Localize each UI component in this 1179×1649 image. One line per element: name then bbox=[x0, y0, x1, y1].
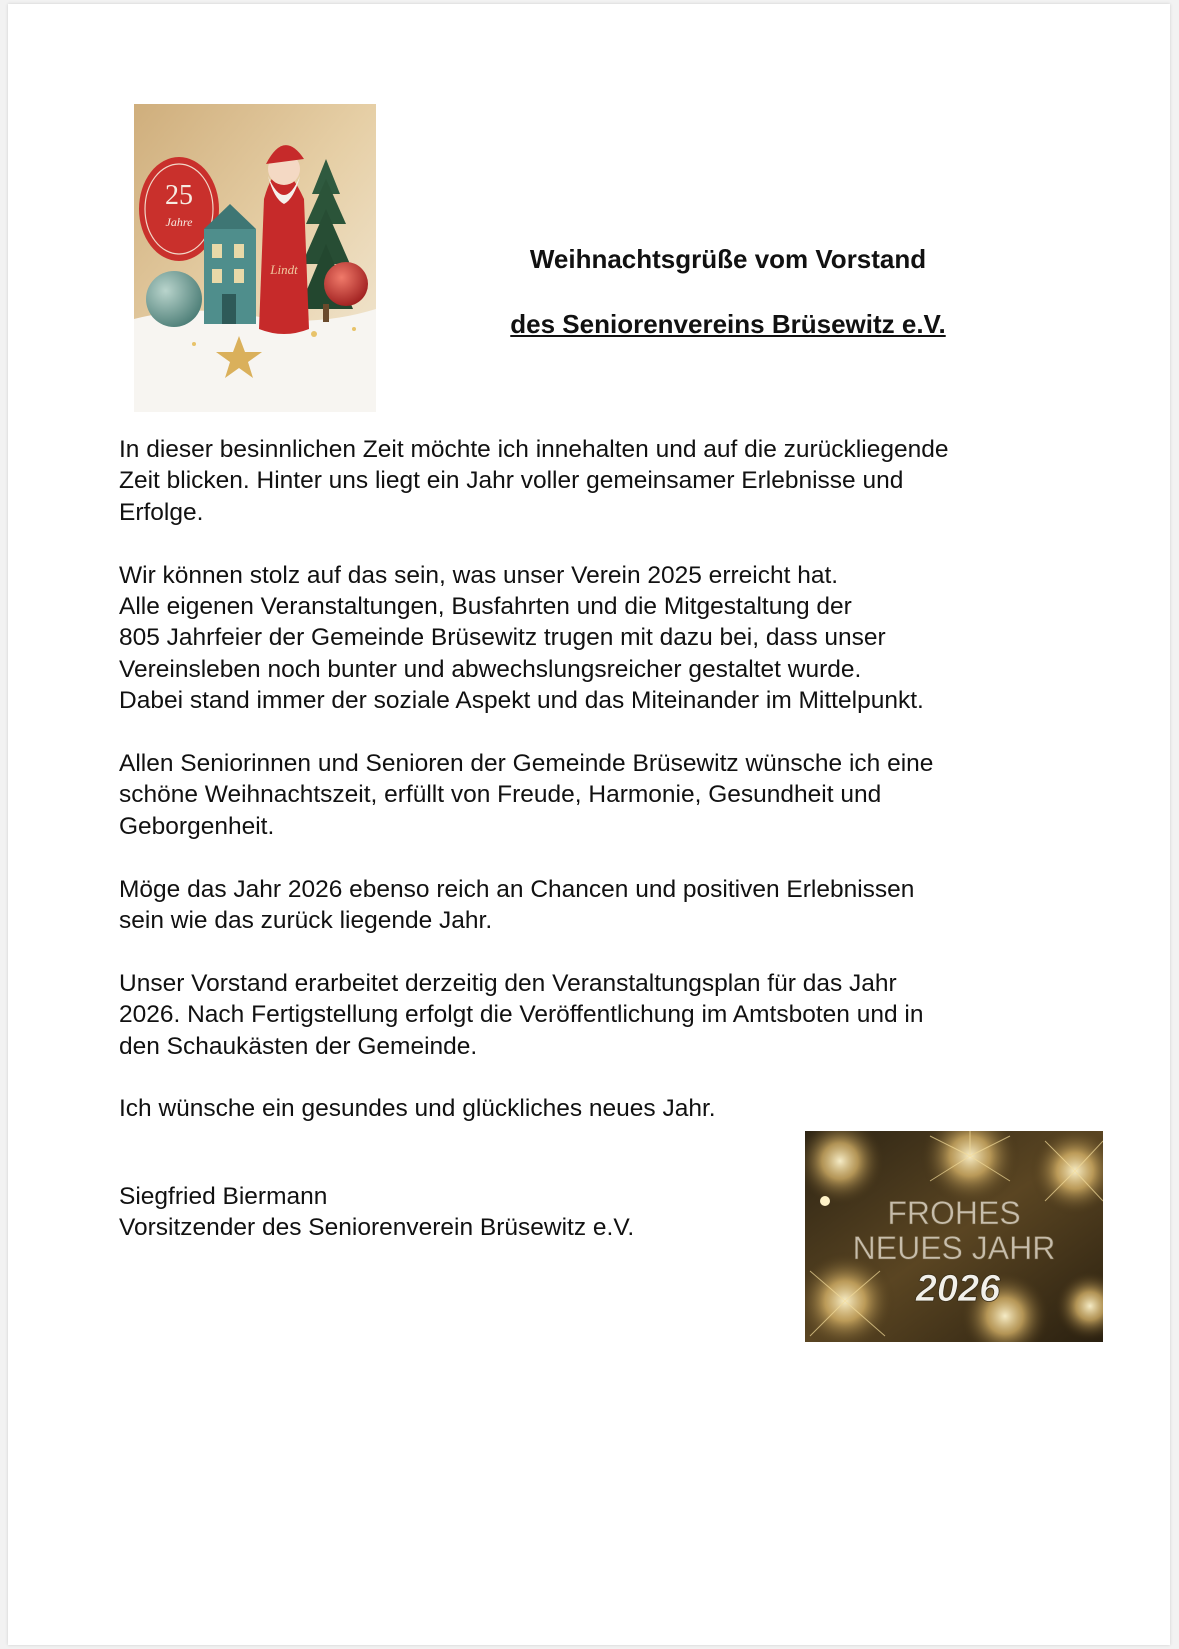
text-line: schöne Weihnachtszeit, erfüllt von Freude, Harmonie, Gesundheit und bbox=[119, 781, 882, 809]
greeting-line1: FROHES bbox=[887, 1195, 1021, 1231]
text-line: In dieser besinnlichen Zeit möchte ich innehalten und auf die zurückliegende bbox=[119, 436, 949, 463]
text-line: Erfolge. bbox=[119, 498, 204, 526]
text-line: Wir können stolz auf das sein, was unser Verein 2025 erreicht hat. bbox=[119, 561, 839, 589]
text-line: Geborgenheit. bbox=[119, 812, 275, 840]
text-line: Zeit blicken. Hinter uns liegt ein Jahr voller gemeinsamer Erlebnisse und bbox=[119, 467, 904, 495]
paragraph-next-year bbox=[119, 874, 1079, 937]
christmas-illustration bbox=[134, 104, 376, 412]
signature-name: Siegfried Biermann bbox=[119, 1183, 328, 1210]
text-line: Unser Vorstand erarbeitet derzeitig den Veranstaltungsplan für das Jahr bbox=[119, 969, 897, 997]
paragraph-closing bbox=[119, 1093, 1079, 1124]
text-line: 2026. Nach Fertigstellung erfolgt die Veröffentlichung im Amtsboten und in bbox=[119, 1001, 924, 1029]
paragraph-achievements bbox=[119, 560, 1079, 717]
greeting-year: 2026 bbox=[915, 1268, 1001, 1310]
text-line: 805 Jahrfeier der Gemeinde Brüsewitz trugen mit dazu bei, dass unser bbox=[119, 624, 886, 652]
badge-text: Jahre bbox=[165, 215, 193, 229]
fireworks-illustration bbox=[805, 1131, 1103, 1342]
text-line: Dabei stand immer der soziale Aspekt und das Miteinander im Mittelpunkt. bbox=[119, 687, 924, 715]
signature-role: Vorsitzender des Seniorenverein Brüsewitz e.V. bbox=[119, 1214, 635, 1242]
text-line: den Schaukästen der Gemeinde. bbox=[119, 1032, 478, 1060]
new-year-image bbox=[805, 1131, 1103, 1342]
paragraph-reflection bbox=[119, 434, 1079, 528]
letter-body bbox=[119, 434, 1079, 1156]
text-line: Allen Seniorinnen und Senioren der Gemeinde Brüsewitz wünsche ich eine bbox=[119, 750, 934, 778]
text-line: Vereinsleben noch bunter und abwechslungsreicher gestaltet wurde. bbox=[119, 655, 862, 683]
text-line: Alle eigenen Veranstaltungen, Busfahrten und die Mitgestaltung der bbox=[119, 593, 852, 621]
santa-text: Lindt bbox=[270, 262, 298, 277]
page-subtitle: des Seniorenvereins Brüsewitz e.V. bbox=[510, 309, 946, 339]
page-title: Weihnachtsgrüße vom Vorstand bbox=[529, 244, 927, 274]
text-line: sein wie das zurück liegende Jahr. bbox=[119, 907, 493, 935]
paragraph-event-plan bbox=[119, 968, 1079, 1062]
signature-block bbox=[119, 1181, 739, 1244]
greeting-line2: NEUES JAHR bbox=[852, 1230, 1056, 1266]
document-page bbox=[8, 4, 1170, 1645]
paragraph-wishes bbox=[119, 748, 1079, 842]
text-line: Möge das Jahr 2026 ebenso reich an Chancen und positiven Erlebnissen bbox=[119, 875, 915, 903]
christmas-image bbox=[134, 104, 376, 412]
text-line: Ich wünsche ein gesundes und glückliches neues Jahr. bbox=[119, 1095, 716, 1123]
badge-number: 25 bbox=[165, 180, 193, 211]
